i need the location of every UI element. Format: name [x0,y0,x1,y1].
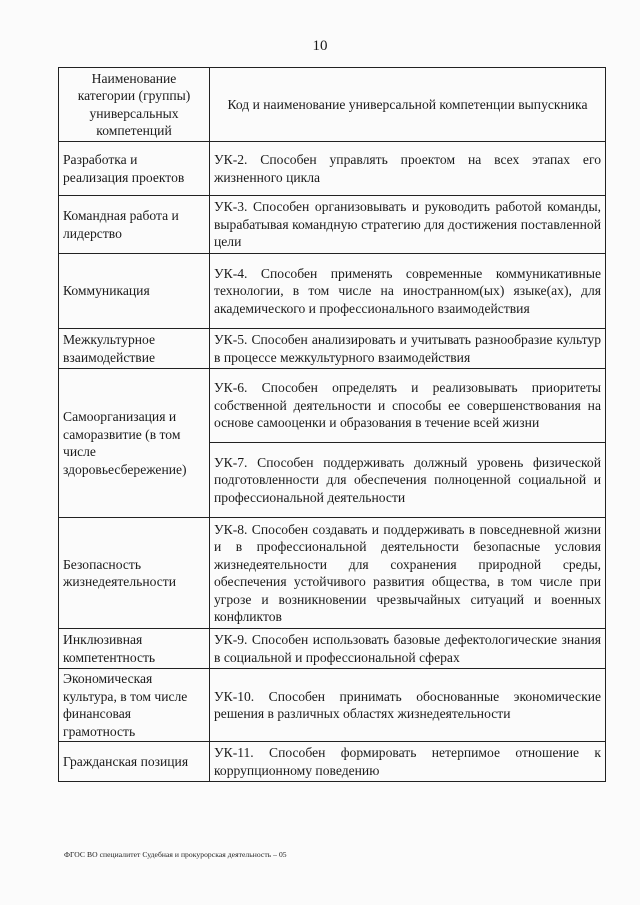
competency-cell: УК-7. Способен поддерживать должный уровень физической подготовленности для обеспечения полноценной социальной и профессиональной деятельности [210,443,606,518]
category-cell: Разработка и реализация проектов [59,142,210,196]
competency-cell: УК-2. Способен управлять проектом на всех этапах его жизненного цикла [210,142,606,196]
competencies-table [58,67,606,782]
table-row [59,669,606,742]
table-row [59,254,606,329]
table-row [59,142,606,196]
category-cell: Командная работа и лидерство [59,196,210,254]
table-row [59,369,606,443]
competency-cell: УК-6. Способен определять и реализовывать приоритеты собственной деятельности и способы ее совершенствования на основе самооценки и образования в течение всей жизни [210,369,606,443]
competency-cell: УК-4. Способен применять современные коммуникативные технологии, в том числе на иностранном(ых) языке(ах), для академического и профессионального взаимодействия [210,254,606,329]
category-cell: Безопасность жизнедеятельности [59,518,210,629]
competency-cell: УК-8. Способен создавать и поддерживать в повседневной жизни и в профессиональной деятельности безопасные условия жизнедеятельности для сохранения природной среды, обеспечения устойчивого развития общества, в том числе при угрозе и возникновении чрезвычайных ситуаций и военных конфликтов [210,518,606,629]
competency-cell: УК-5. Способен анализировать и учитывать разнообразие культур в процессе межкультурного взаимодействия [210,329,606,369]
table-row [59,196,606,254]
category-cell: Межкультурное взаимодействие [59,329,210,369]
table-header-row [59,68,606,142]
category-cell: Самоорганизация и саморазвитие (в том числе здоровьесбережение) [59,369,210,518]
category-cell: Гражданская позиция [59,742,210,782]
table-row [59,518,606,629]
category-cell: Коммуникация [59,254,210,329]
competency-cell: УК-9. Способен использовать базовые дефектологические знания в социальной и профессиональной сферах [210,629,606,669]
table-row [59,742,606,782]
header-category: Наименование категории (группы) универсальных компетенций [59,68,210,142]
table-row [59,629,606,669]
category-cell: Экономическая культура, в том числе финансовая грамотность [59,669,210,742]
table-row [59,329,606,369]
header-competency: Код и наименование универсальной компетенции выпускника [210,68,606,142]
competency-cell: УК-10. Способен принимать обоснованные экономические решения в различных областях жизнедеятельности [210,669,606,742]
competency-cell: УК-11. Способен формировать нетерпимое отношение к коррупционному поведению [210,742,606,782]
footer-note: ФГОС ВО специалитет Судебная и прокурорская деятельность – 05 [64,850,287,859]
competency-cell: УК-3. Способен организовывать и руководить работой команды, вырабатывая командную стратегию для достижения поставленной цели [210,196,606,254]
category-cell: Инклюзивная компетентность [59,629,210,669]
page-number: 10 [312,38,328,54]
